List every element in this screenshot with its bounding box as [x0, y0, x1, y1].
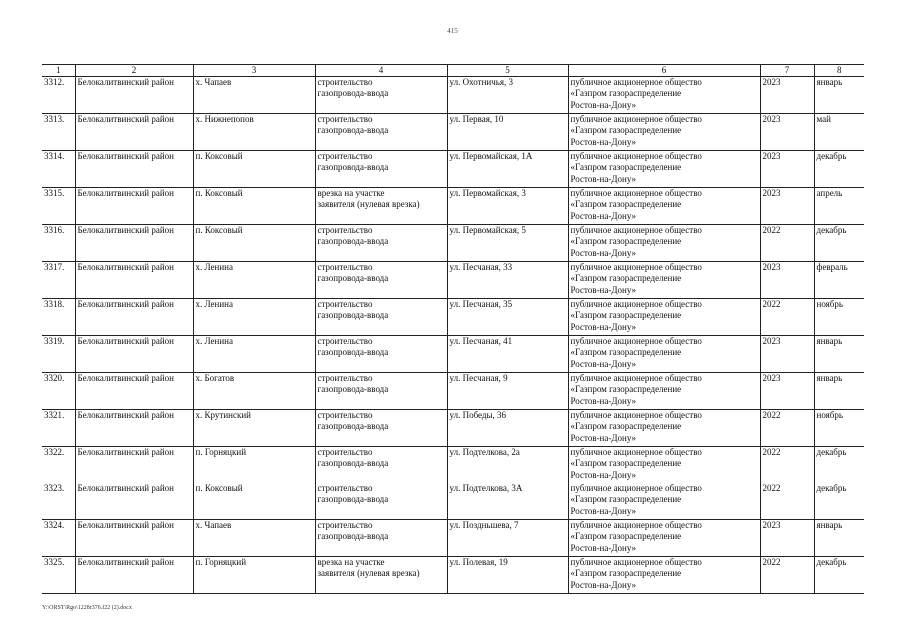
- district-cell: Белокалитвинский район: [75, 225, 193, 262]
- work-line: строительство: [317, 151, 373, 162]
- organization-cell: [568, 410, 760, 447]
- row-number: 3321.: [42, 410, 75, 447]
- org-line: Ростов-на-Дону»: [570, 469, 637, 480]
- work-line: заявителя (нулевая врезка): [317, 199, 420, 210]
- org-line: Ростов-на-Дону»: [570, 136, 637, 147]
- address-cell: ул. Подтелкова, 2а: [447, 447, 568, 484]
- address-cell: ул. Первая, 10: [447, 114, 568, 151]
- col-header-7: 7: [760, 65, 814, 77]
- work-type-cell: [315, 557, 447, 594]
- year-cell: 2023: [760, 373, 814, 410]
- table-row: [42, 225, 864, 262]
- org-line: Ростов-на-Дону»: [570, 247, 637, 258]
- row-number: 3314.: [42, 151, 75, 188]
- district-cell: Белокалитвинский район: [75, 188, 193, 225]
- year-cell: 2022: [760, 225, 814, 262]
- year-cell: 2023: [760, 77, 814, 114]
- row-number: 3315.: [42, 188, 75, 225]
- org-line: публичное акционерное общество: [570, 151, 702, 162]
- month-cell: январь: [816, 77, 843, 88]
- work-line: газопровода-ввода: [317, 273, 389, 284]
- col-header-2: 2: [75, 65, 193, 77]
- address-cell: ул. Первомайская, 1А: [447, 151, 568, 188]
- district-cell: Белокалитвинский район: [75, 77, 193, 114]
- row-number: 3325.: [42, 557, 75, 594]
- col-header-1: 1: [42, 65, 75, 77]
- address-cell: ул. Победы, 36: [447, 410, 568, 447]
- org-line: «Газпром газораспределение: [570, 273, 682, 284]
- district-cell: Белокалитвинский район: [75, 114, 193, 151]
- work-line: строительство: [317, 410, 373, 421]
- address-cell: ул. Песчаная, 9: [447, 373, 568, 410]
- work-line: строительство: [317, 483, 373, 494]
- work-line: строительство: [317, 336, 373, 347]
- org-line: публичное акционерное общество: [570, 77, 702, 88]
- footer-file-path: Y:\ORST\Rgo\1228r376.f22 (2).docx: [42, 605, 132, 611]
- org-line: Ростов-на-Дону»: [570, 542, 637, 553]
- work-type-cell: [315, 520, 447, 557]
- district-cell: Белокалитвинский район: [75, 520, 193, 557]
- month-cell: декабрь: [816, 225, 847, 236]
- year-cell: 2023: [760, 188, 814, 225]
- work-type-cell: [315, 483, 447, 520]
- settlement-cell: п. Горняцкий: [193, 447, 315, 484]
- month-cell: апрель: [816, 188, 843, 199]
- settlement-cell: п. Коксовый: [193, 225, 315, 262]
- district-cell: Белокалитвинский район: [75, 373, 193, 410]
- org-line: публичное акционерное общество: [570, 410, 702, 421]
- work-line: строительство: [317, 373, 373, 384]
- table-row: [42, 151, 864, 188]
- work-line: строительство: [317, 447, 373, 458]
- org-line: Ростов-на-Дону»: [570, 321, 637, 332]
- org-line: «Газпром газораспределение: [570, 384, 682, 395]
- col-header-5: 5: [447, 65, 568, 77]
- address-cell: ул. Полевая, 19: [447, 557, 568, 594]
- org-line: публичное акционерное общество: [570, 188, 702, 199]
- work-line: газопровода-ввода: [317, 236, 389, 247]
- year-cell: 2022: [760, 557, 814, 594]
- address-cell: ул. Охотничья, 3: [447, 77, 568, 114]
- work-type-cell: [315, 151, 447, 188]
- org-line: публичное акционерное общество: [570, 447, 702, 458]
- org-line: публичное акционерное общество: [570, 225, 702, 236]
- organization-cell: [568, 447, 760, 484]
- work-line: газопровода-ввода: [317, 125, 389, 136]
- month-cell: январь: [816, 336, 843, 347]
- address-cell: ул. Поздньшева, 7: [447, 520, 568, 557]
- organization-cell: [568, 151, 760, 188]
- district-cell: Белокалитвинский район: [75, 557, 193, 594]
- org-line: публичное акционерное общество: [570, 520, 702, 531]
- settlement-cell: х. Ленина: [193, 299, 315, 336]
- header-row: [42, 65, 864, 77]
- work-type-cell: [315, 299, 447, 336]
- org-line: Ростов-на-Дону»: [570, 173, 637, 184]
- month-cell: май: [816, 114, 831, 125]
- col-header-8: 8: [814, 65, 864, 77]
- org-line: публичное акционерное общество: [570, 373, 702, 384]
- organization-cell: [568, 483, 760, 520]
- work-line: строительство: [317, 77, 373, 88]
- table-row: [42, 557, 864, 594]
- work-line: газопровода-ввода: [317, 310, 389, 321]
- work-line: строительство: [317, 299, 373, 310]
- settlement-cell: п. Коксовый: [193, 188, 315, 225]
- table-row: [42, 114, 864, 151]
- address-cell: ул. Первомайская, 5: [447, 225, 568, 262]
- month-cell: январь: [816, 373, 843, 384]
- work-line: строительство: [317, 114, 373, 125]
- year-cell: 2022: [760, 483, 814, 520]
- table-row: [42, 77, 864, 114]
- work-line: газопровода-ввода: [317, 421, 389, 432]
- month-cell: ноябрь: [816, 299, 843, 310]
- organization-cell: [568, 520, 760, 557]
- settlement-cell: х. Крутинский: [193, 410, 315, 447]
- row-number: 3319.: [42, 336, 75, 373]
- month-cell: декабрь: [816, 483, 847, 494]
- table-row: [42, 410, 864, 447]
- organization-cell: [568, 77, 760, 114]
- gasification-table: [42, 64, 864, 594]
- table-row: [42, 262, 864, 299]
- work-type-cell: [315, 77, 447, 114]
- org-line: Ростов-на-Дону»: [570, 358, 637, 369]
- work-type-cell: [315, 410, 447, 447]
- settlement-cell: х. Чапаев: [193, 77, 315, 114]
- organization-cell: [568, 299, 760, 336]
- organization-cell: [568, 225, 760, 262]
- org-line: «Газпром газораспределение: [570, 310, 682, 321]
- work-line: врезка на участке: [317, 188, 385, 199]
- district-cell: Белокалитвинский район: [75, 447, 193, 484]
- work-line: врезка на участке: [317, 557, 385, 568]
- year-cell: 2022: [760, 410, 814, 447]
- work-line: строительство: [317, 225, 373, 236]
- address-cell: ул. Песчаная, 33: [447, 262, 568, 299]
- settlement-cell: п. Горняцкий: [193, 557, 315, 594]
- organization-cell: [568, 373, 760, 410]
- work-type-cell: [315, 447, 447, 484]
- year-cell: 2023: [760, 520, 814, 557]
- settlement-cell: п. Коксовый: [193, 483, 315, 520]
- district-cell: Белокалитвинский район: [75, 151, 193, 188]
- district-cell: Белокалитвинский район: [75, 336, 193, 373]
- settlement-cell: х. Чапаев: [193, 520, 315, 557]
- table-row: [42, 520, 864, 557]
- org-line: «Газпром газораспределение: [570, 125, 682, 136]
- district-cell: Белокалитвинский район: [75, 299, 193, 336]
- org-line: «Газпром газораспределение: [570, 568, 682, 579]
- row-number: 3323.: [42, 483, 75, 520]
- settlement-cell: х. Нижнепопов: [193, 114, 315, 151]
- row-number: 3320.: [42, 373, 75, 410]
- row-number: 3324.: [42, 520, 75, 557]
- row-number: 3322.: [42, 447, 75, 484]
- col-header-6: 6: [568, 65, 760, 77]
- table-row: [42, 188, 864, 225]
- year-cell: 2022: [760, 299, 814, 336]
- settlement-cell: х. Богатов: [193, 373, 315, 410]
- row-number: 3312.: [42, 77, 75, 114]
- year-cell: 2023: [760, 114, 814, 151]
- year-cell: 2023: [760, 151, 814, 188]
- org-line: «Газпром газораспределение: [570, 421, 682, 432]
- org-line: «Газпром газораспределение: [570, 531, 682, 542]
- page-number: 415: [447, 27, 458, 35]
- district-cell: Белокалитвинский район: [75, 410, 193, 447]
- row-number: 3317.: [42, 262, 75, 299]
- address-cell: ул. Подтелкова, 3А: [447, 483, 568, 520]
- work-type-cell: [315, 373, 447, 410]
- org-line: «Газпром газораспределение: [570, 162, 682, 173]
- org-line: Ростов-на-Дону»: [570, 395, 637, 406]
- work-type-cell: [315, 262, 447, 299]
- work-line: газопровода-ввода: [317, 162, 389, 173]
- row-number: 3318.: [42, 299, 75, 336]
- work-line: газопровода-ввода: [317, 384, 389, 395]
- org-line: «Газпром газораспределение: [570, 88, 682, 99]
- work-line: строительство: [317, 262, 373, 273]
- year-cell: 2022: [760, 447, 814, 484]
- org-line: «Газпром газораспределение: [570, 494, 682, 505]
- row-number: 3316.: [42, 225, 75, 262]
- organization-cell: [568, 262, 760, 299]
- org-line: публичное акционерное общество: [570, 336, 702, 347]
- org-line: «Газпром газораспределение: [570, 347, 682, 358]
- organization-cell: [568, 114, 760, 151]
- work-line: заявителя (нулевая врезка): [317, 568, 420, 579]
- table-row: [42, 299, 864, 336]
- work-type-cell: [315, 225, 447, 262]
- work-line: газопровода-ввода: [317, 531, 389, 542]
- org-line: «Газпром газораспределение: [570, 236, 682, 247]
- settlement-cell: х. Ленина: [193, 336, 315, 373]
- table-row: [42, 336, 864, 373]
- address-cell: ул. Песчаная, 41: [447, 336, 568, 373]
- org-line: «Газпром газораспределение: [570, 199, 682, 210]
- month-cell: ноябрь: [816, 410, 843, 421]
- district-cell: Белокалитвинский район: [75, 483, 193, 520]
- address-cell: ул. Песчаная, 35: [447, 299, 568, 336]
- col-header-4: 4: [315, 65, 447, 77]
- work-type-cell: [315, 336, 447, 373]
- work-line: газопровода-ввода: [317, 347, 389, 358]
- year-cell: 2023: [760, 336, 814, 373]
- org-line: публичное акционерное общество: [570, 114, 702, 125]
- address-cell: ул. Первомайская, 3: [447, 188, 568, 225]
- org-line: публичное акционерное общество: [570, 483, 702, 494]
- org-line: Ростов-на-Дону»: [570, 99, 637, 110]
- table-row: [42, 483, 864, 520]
- month-cell: декабрь: [816, 447, 847, 458]
- month-cell: февраль: [816, 262, 848, 273]
- org-line: публичное акционерное общество: [570, 262, 702, 273]
- work-line: газопровода-ввода: [317, 458, 389, 469]
- organization-cell: [568, 557, 760, 594]
- work-line: газопровода-ввода: [317, 494, 389, 505]
- month-cell: декабрь: [816, 557, 847, 568]
- table-row: [42, 373, 864, 410]
- work-line: газопровода-ввода: [317, 88, 389, 99]
- org-line: Ростов-на-Дону»: [570, 210, 637, 221]
- year-cell: 2023: [760, 262, 814, 299]
- month-cell: январь: [816, 520, 843, 531]
- col-header-3: 3: [193, 65, 315, 77]
- row-number: 3313.: [42, 114, 75, 151]
- settlement-cell: п. Коксовый: [193, 151, 315, 188]
- table-row: [42, 447, 864, 484]
- org-line: публичное акционерное общество: [570, 299, 702, 310]
- org-line: публичное акционерное общество: [570, 557, 702, 568]
- work-line: строительство: [317, 520, 373, 531]
- work-type-cell: [315, 114, 447, 151]
- org-line: «Газпром газораспределение: [570, 458, 682, 469]
- org-line: Ростов-на-Дону»: [570, 505, 637, 516]
- settlement-cell: х. Ленина: [193, 262, 315, 299]
- org-line: Ростов-на-Дону»: [570, 284, 637, 295]
- organization-cell: [568, 188, 760, 225]
- org-line: Ростов-на-Дону»: [570, 579, 637, 590]
- month-cell: декабрь: [816, 151, 847, 162]
- organization-cell: [568, 336, 760, 373]
- org-line: Ростов-на-Дону»: [570, 432, 637, 443]
- work-type-cell: [315, 188, 447, 225]
- district-cell: Белокалитвинский район: [75, 262, 193, 299]
